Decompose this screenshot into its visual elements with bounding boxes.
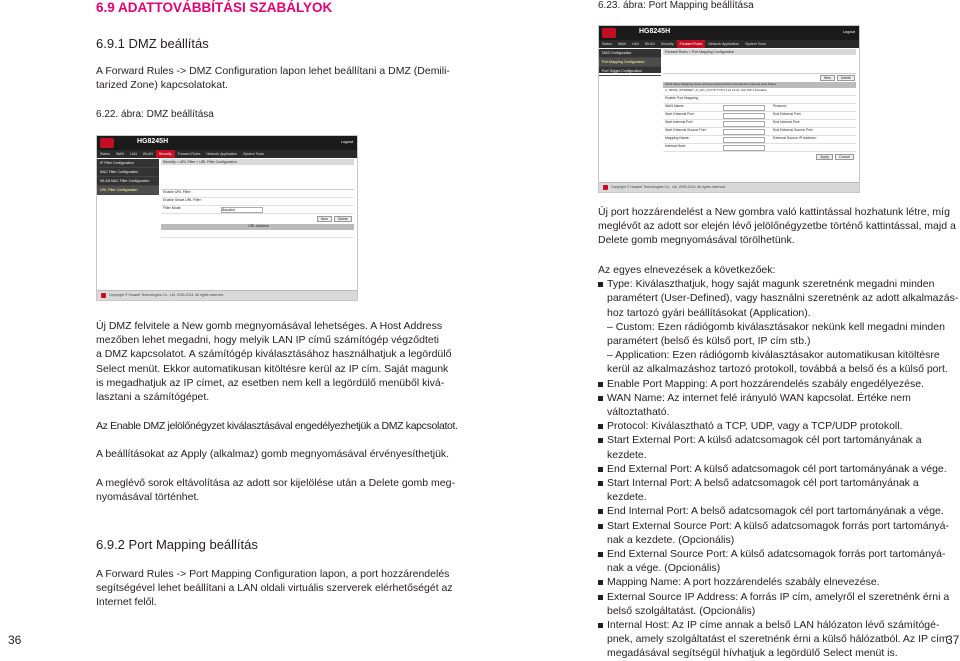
field-definitions xyxy=(598,263,960,661)
text-line: Internet felől. xyxy=(96,596,157,609)
row-label: Internal Host: xyxy=(665,144,686,148)
new-port-mapping-paragraph xyxy=(598,205,956,248)
bullet-item: End External Port: A külső adatcsomagok cél port tartományának a vége. xyxy=(598,462,960,476)
text-line: A meglévő sorok eltávolítása az adott sor kijelölése után a Delete gomb meg- xyxy=(96,477,455,489)
bullet-item: End External Source Port: A külső adatcsomagok forrás port tartományá- xyxy=(598,547,960,561)
delete-button[interactable]: Delete xyxy=(837,75,855,81)
table-row[interactable] xyxy=(161,230,354,238)
bullet-continuation: paramétert (belső és külső port, IP cím stb.) xyxy=(607,335,811,348)
filter-mode-row xyxy=(161,206,354,214)
table-buttons xyxy=(663,74,856,82)
row-label: Mapping Name: xyxy=(665,136,690,140)
menu-lan[interactable]: LAN xyxy=(129,152,137,156)
internal-host-input[interactable] xyxy=(723,145,765,151)
row-label: External Source IP Address: xyxy=(773,136,817,140)
router-content xyxy=(663,49,856,162)
enable-smart-url-row xyxy=(161,198,354,206)
bullet-item: Type: Kiválaszthatjuk, hogy saját magunk szeretnénk megadni minden xyxy=(598,277,960,291)
start-external-source-port-input[interactable] xyxy=(723,129,765,135)
logout-link[interactable]: Logout xyxy=(842,29,855,34)
dmz-delete-paragraph xyxy=(96,476,455,504)
form-row xyxy=(663,112,856,120)
filter-mode-select[interactable]: Blacklist xyxy=(221,207,263,213)
text-line: Új DMZ felvitele a New gomb megnyomásával lehetséges. A Host Address xyxy=(96,320,443,332)
bullet-continuation: kerül az alkalmazáshoz tartozó protokoll, továbbá a belső és a külső port. xyxy=(607,363,948,376)
row-label: End External Source Port: xyxy=(773,128,814,132)
text-line: segítségével lehet beállítani a LAN oldali virtuális szerverek elérhetőségét az xyxy=(96,582,453,595)
bullet-item: Internal Host: Az IP címe annak a belső LAN hálózaton lévő számítógé- xyxy=(598,618,960,632)
apply-buttons xyxy=(663,152,856,162)
dmz-intro-line: tarized Zone) kapcsolatokat. xyxy=(96,79,228,92)
dmz-intro xyxy=(96,64,450,92)
start-internal-port-input[interactable] xyxy=(723,121,765,127)
router-model: HG8245H xyxy=(639,28,671,35)
text-line: A Forward Rules -> Port Mapping Configuration lapon, a port hozzárendelés xyxy=(96,568,450,580)
bullet-item: Enable Port Mapping: A port hozzárendelés szabály engedélyezése. xyxy=(598,377,960,391)
text-line: meglévőt az adott sor elején lévő jelölőnégyzetbe történő kattintással, majd a xyxy=(598,220,956,233)
start-external-port-input[interactable] xyxy=(723,113,765,119)
bullet-item: External Source IP Address: A forrás IP cím, amelyről el szeretnénk érni a xyxy=(598,590,960,604)
row-label: Start Internal Port: xyxy=(665,120,694,124)
dmz-paragraph xyxy=(96,319,451,404)
bullet-continuation: hoz tartozó gyári beállításokat (Application). xyxy=(607,306,811,319)
bullet-continuation: – Application: Ezen rádiógomb kiválasztásakor automatikusan kitöltésre xyxy=(607,349,940,362)
form-row xyxy=(663,104,856,112)
huawei-logo-icon xyxy=(100,138,114,148)
text-line: Delete gomb megnyomásával törölhetünk. xyxy=(598,234,795,247)
cancel-button[interactable]: Cancel xyxy=(835,154,854,160)
side-port-mapping[interactable]: Port Mapping Configuration xyxy=(599,58,661,67)
table-buttons xyxy=(161,214,354,224)
text-line: nyomásával történhet. xyxy=(96,491,200,504)
router-footer xyxy=(599,182,859,192)
bullet-item: Mapping Name: A port hozzárendelés szabály elnevezése. xyxy=(598,575,960,589)
side-port-trigger[interactable]: Port Trigger Configuration xyxy=(599,67,661,76)
bullet-item: Start External Source Port: A külső adatcsomagok forrás port tartományá- xyxy=(598,519,960,533)
right-page xyxy=(480,0,960,660)
copyright: Copyright © Huawei Technologies Co., Ltd. 2009-2014. All rights reserved. xyxy=(611,185,727,189)
menu-status[interactable]: Status xyxy=(100,152,110,156)
dmz-apply-paragraph: A beállításokat az Apply (alkalmaz) gomb megnyomásával érvényesíthetjük. xyxy=(96,448,450,460)
form-row xyxy=(663,96,856,104)
delete-button[interactable]: Delete xyxy=(334,216,352,222)
router-topbar xyxy=(97,136,357,150)
text-line: Új port hozzárendelést a New gombra való kattintással hozhatunk létre, míg xyxy=(598,206,950,218)
menu-status[interactable]: Status xyxy=(602,42,612,46)
text-line: mezőben lehet megadni, hogy melyik LAN IP című számítógép végződteti xyxy=(96,334,439,347)
menu-forward-rules[interactable]: Forward Rules xyxy=(177,152,201,156)
bullet-continuation: nak a vége. (Opcionális) xyxy=(607,562,721,575)
breadcrumb: Forward Rules > Port Mapping Configuration xyxy=(663,49,856,55)
new-button[interactable]: New xyxy=(820,75,835,81)
router-sidebar xyxy=(97,159,159,192)
dmz-figure-caption: 6.22. ábra: DMZ beállítása xyxy=(96,109,214,120)
row-label: WAN Name: xyxy=(665,104,685,108)
router-model: HG8245H xyxy=(137,138,169,145)
new-button[interactable]: New xyxy=(317,216,332,222)
dmz-screenshot xyxy=(96,135,358,301)
router-footer xyxy=(97,290,357,300)
bullet-continuation: – Custom: Ezen rádiógomb kiválasztásakor nekünk kell megadni minden xyxy=(607,320,945,333)
row-label: End External Port: xyxy=(773,112,802,116)
mapping-name-input[interactable] xyxy=(723,137,765,143)
router-menubar xyxy=(97,150,357,158)
bullet-continuation: megadásával segítségül hívhatjuk a legördülő Select menüt is. xyxy=(607,647,898,660)
row-label: Filter Mode: xyxy=(163,206,182,210)
logout-link[interactable]: Logout xyxy=(340,139,353,144)
page-number-right: 37 xyxy=(946,633,960,647)
table-row[interactable]: 2_TR069_INTERNET_R_VID_10 FTP TCP 21-21 21-21 192.168.1.6 Enable xyxy=(663,88,856,96)
row-label: Start External Port: xyxy=(665,112,695,116)
menu-wlan[interactable]: WLAN xyxy=(644,42,655,46)
help-text-block xyxy=(663,55,856,74)
section-heading: 6.9 ADATTOVÁBBÍTÁSI SZABÁLYOK xyxy=(96,0,333,15)
text-line: a DMZ kapcsolatot. A számítógép kiválasztásához használhatjuk a legördülő xyxy=(96,348,452,361)
side-url-filter[interactable]: URL Filter Configuration xyxy=(97,186,159,195)
table-header: URL Address xyxy=(161,224,354,230)
left-page xyxy=(0,0,480,645)
huawei-small-logo-icon xyxy=(603,185,608,190)
row-label: Enable Port Mapping: xyxy=(665,96,699,100)
menu-system-tools[interactable]: System Tools xyxy=(243,152,264,156)
menu-security[interactable]: Security xyxy=(156,150,175,158)
huawei-small-logo-icon xyxy=(101,293,106,298)
row-label: Start External Source Port: xyxy=(665,128,707,132)
field-bullet-list xyxy=(598,277,960,660)
form-row xyxy=(663,144,856,152)
menu-wan[interactable]: WAN xyxy=(617,42,626,46)
text-line: is megadhatjuk az IP címet, az esetben nem kell a legördülő menüből kivá- xyxy=(96,376,445,389)
text-line: lasztani a számítógépet. xyxy=(96,391,210,404)
apply-button[interactable]: Apply xyxy=(816,154,833,160)
form-row xyxy=(663,120,856,128)
menu-wlan[interactable]: WLAN xyxy=(142,152,153,156)
table-header: WAN Name Mapping Name Protocol External Port Internal Port Internal Host Status xyxy=(663,82,856,88)
page-number-left: 36 xyxy=(8,633,22,647)
dmz-enable-paragraph: Az Enable DMZ jelölőnégyzet kiválasztásával engedélyezhetjük a DMZ kapcsolatot. xyxy=(96,420,458,432)
bullet-continuation: nak a kezdete. (Opcionális) xyxy=(607,533,735,546)
menu-security[interactable]: Security xyxy=(660,42,674,46)
bullet-continuation: pnek, amely szolgáltatást el szeretnénk érni a külső hálózatból. Az IP cím xyxy=(607,633,948,646)
dmz-intro-line: A Forward Rules -> DMZ Configuration lapon lehet beállítani a DMZ (Demili- xyxy=(96,65,450,77)
side-wlan-mac-filter[interactable]: WLAN MAC Filter Configuration xyxy=(97,177,159,186)
router-sidebar xyxy=(599,49,661,73)
bullet-item: End Internal Port: A belső adatcsomagok cél port tartományának a vége. xyxy=(598,504,960,518)
form-row xyxy=(663,136,856,144)
router-topbar xyxy=(599,26,859,40)
menu-forward-rules[interactable]: Forward Rules xyxy=(677,40,706,48)
copyright: Copyright © Huawei Technologies Co., Ltd. 2009-2014. All rights reserved. xyxy=(109,293,225,297)
bullet-continuation: paramétert (User-Defined), vagy használni szeretnénk az adott alkalmazás- xyxy=(607,292,959,305)
enable-url-filter-row xyxy=(161,190,354,198)
menu-network-application[interactable]: Network Application xyxy=(206,152,238,156)
bullet-item: WAN Name: Az internet felé irányuló WAN kapcsolat. Értéke nem változtatható. xyxy=(598,391,960,419)
bullet-item: Start External Port: A külső adatcsomagok cél port tartományának a kezdete. xyxy=(598,433,960,461)
row-label: Enable Smart URL Filter: xyxy=(163,198,202,202)
huawei-logo-icon xyxy=(602,28,616,38)
port-mapping-screenshot xyxy=(598,25,860,193)
side-dmz[interactable]: DMZ Configuration xyxy=(599,49,661,58)
bullet-continuation: belső szolgáltatást. (Opcionális) xyxy=(607,604,756,617)
row-label: Enable URL Filter: xyxy=(163,190,192,194)
router-content xyxy=(161,159,354,238)
subsection-dmz-heading: 6.9.1 DMZ beállítás xyxy=(96,36,209,51)
side-ip-filter[interactable]: IP Filter Configuration xyxy=(97,159,159,168)
menu-wan[interactable]: WAN xyxy=(115,152,124,156)
port-mapping-figure-caption: 6.23. ábra: Port Mapping beállítása xyxy=(598,0,754,11)
fields-intro: Az egyes elnevezések a következőek: xyxy=(598,264,776,276)
help-text-block xyxy=(161,165,354,190)
breadcrumb: Security > URL Filter > URL Filter Configuration xyxy=(161,159,354,165)
row-label: Protocol: xyxy=(773,104,787,108)
form-row xyxy=(663,128,856,136)
bullet-item: Start Internal Port: A belső adatcsomagok cél port tartományának a kezdete. xyxy=(598,476,960,504)
router-menubar xyxy=(599,40,859,48)
text-line: Select menüt. Ekkor automatikusan kitöltésre kerül az IP cím. Saját magunk xyxy=(96,362,449,375)
row-label: End Internal Port: xyxy=(773,120,801,124)
port-mapping-intro xyxy=(96,567,453,610)
side-mac-filter[interactable]: MAC Filter Configuration xyxy=(97,168,159,177)
menu-system-tools[interactable]: System Tools xyxy=(745,42,766,46)
menu-network-application[interactable]: Network Application xyxy=(708,42,740,46)
subsection-port-mapping-heading: 6.9.2 Port Mapping beállítás xyxy=(96,537,258,552)
wan-name-select[interactable] xyxy=(723,105,765,111)
menu-lan[interactable]: LAN xyxy=(631,42,639,46)
bullet-item: Protocol: Kiválasztható a TCP, UDP, vagy a TCP/UDP protokoll. xyxy=(598,419,960,433)
